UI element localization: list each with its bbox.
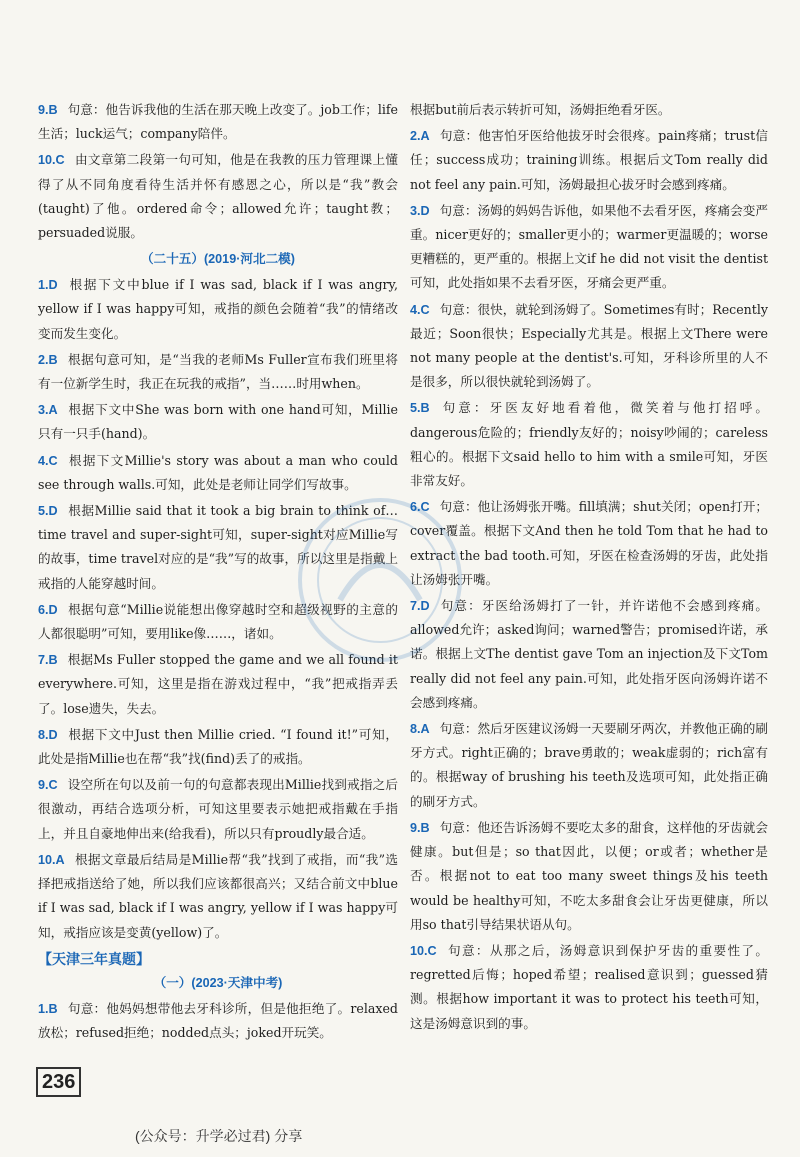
answer-number: 8.A — [410, 722, 430, 737]
right-column — [410, 98, 768, 1038]
answer-number: 9.C — [38, 778, 58, 793]
answer-explanation: 根据Ms Fuller stopped the game and we all found it everywhere.可知，这里是指在游戏过程中，“我”把戒指弄丢了。lose遗失，失去。 — [38, 652, 398, 716]
section-heading: （二十五）(2019·河北二模) — [141, 252, 295, 267]
answer-item — [410, 298, 768, 395]
answer-item — [410, 124, 768, 197]
answer-explanation: 根据下文中blue if I was sad, black if I was angry, yellow if I was happy可知，戒指的颜色会随着“我”的情绪改变而发生变化。 — [38, 277, 398, 341]
answer-number: 4.C — [38, 453, 58, 468]
answer-number: 7.B — [38, 653, 58, 668]
answer-item — [410, 594, 768, 715]
answer-explanation: 句意：然后牙医建议汤姆一天要刷牙两次，并教他正确的刷牙方式。right正确的；brave勇敢的；weak虚弱的；rich富有的。根据way of brushing his teeth及选项可知，此处指正确的刷牙方式。 — [410, 721, 768, 809]
answer-number: 10.A — [38, 852, 65, 867]
answer-explanation: 根据文章最后结局是Millie帮“我”找到了戒指，而“我”选择把戒指送给了她，所以我们应该都很高兴；又结合前文中blue if I was sad, black if I was angry, yellow if I was happy可知，戒指应该是变黄(yellow)了。 — [38, 851, 398, 940]
answer-explanation: 句意：牙医友好地看着他，微笑着与他打招呼。dangerous危险的；friendly友好的；noisy吵闹的；careless粗心的。根据下文said hello to him with a smile可知，牙医非常友好。 — [410, 400, 768, 489]
answer-explanation: 句意：他还告诉汤姆不要吃太多的甜食，这样他的牙齿就会健康。but但是；so that因此，以便；or或者；whether是否。根据not to eat too many sweet things及his teeth would be healthy可知，不吃太多甜食会让牙齿更健康，所以用so that引导结果状语从句。 — [410, 819, 768, 932]
answer-item — [38, 499, 398, 596]
answer-number: 10.C — [410, 943, 437, 958]
answer-number: 10.C — [38, 153, 65, 168]
answer-explanation: 根据句意“Millie说能想出像穿越时空和超级视野的主意的人都很聪明”可知，要用like像……，诸如。 — [38, 601, 398, 642]
answer-explanation: 根据下文中Just then Millie cried. “I found it!”可知，此处是指Millie也在帮“我”找(find)丢了的戒指。 — [38, 726, 398, 767]
answer-explanation: 根据Millie said that it took a big brain to think of… time travel and super-sight可知，super-sight对应Millie写的故事，time travel对应的是“我”写的故事，所以这里是指戴上戒指的人能穿越时间。 — [38, 503, 398, 591]
answer-explanation: 句意：汤姆的妈妈告诉他，如果他不去看牙医，疼痛会变严重。nicer更好的；smaller更小的；warmer更温暖的；worse更糟糕的，更严重的。根据上文if he did not visit the dentist可知，此处指如果不去看牙医，牙痛会更严重。 — [410, 202, 768, 291]
answer-item — [38, 449, 398, 497]
answer-item — [410, 939, 768, 1036]
answer-item — [38, 398, 398, 446]
answer-explanation: 句意：他让汤姆张开嘴。fill填满；shut关闭；open打开；cover覆盖。根据下文And then he told Tom that he had to extract the bad tooth.可知，牙医在检查汤姆的牙齿，此处指让汤姆张开嘴。 — [410, 499, 768, 587]
answer-explanation: 根据句意可知，是“当我的老师Ms Fuller宣布我们班里将有一位新学生时，我正在玩我的戒指”，当……时用when。 — [38, 351, 398, 392]
answer-number: 8.D — [38, 727, 58, 742]
answer-number: 7.D — [410, 599, 430, 614]
answer-explanation: 根据下文Millie's story was about a man who could see through walls.可知，此处是老师让同学们写故事。 — [38, 452, 398, 492]
answer-explanation: 句意：他妈妈想带他去牙科诊所，但是他拒绝了。relaxed放松；refused拒绝；nodded点头；joked开玩笑。 — [38, 1000, 398, 1040]
answer-number: 2.A — [410, 129, 430, 144]
answer-number: 6.C — [410, 500, 430, 515]
answer-item — [410, 199, 768, 296]
footer-credit: (公众号：升学必过君) 分享 — [135, 1128, 303, 1144]
answer-item — [38, 723, 398, 771]
answer-explanation: 由文章第二段第一句可知，他是在我教的压力管理课上懂得了从不同角度看待生活并怀有感恩之心，所以是“我”教会(taught)了他。ordered命令；allowed允许；taught教；persuaded说服。 — [38, 152, 398, 241]
answer-item — [410, 495, 768, 592]
answer-item — [38, 773, 398, 846]
answer-item — [38, 648, 398, 721]
answer-explanation: 句意：他告诉我他的生活在那天晚上改变了。job工作；life生活；luck运气；company陪伴。 — [38, 102, 398, 142]
answer-item — [410, 396, 768, 493]
page-number: 236 — [36, 1067, 81, 1097]
answer-number: 2.B — [38, 352, 58, 367]
answer-item — [38, 598, 398, 646]
answer-number: 9.B — [38, 103, 58, 117]
answer-number: 5.D — [38, 504, 58, 519]
answer-item — [38, 273, 398, 346]
answer-item — [410, 816, 768, 937]
answer-explanation: 句意：很快，就轮到汤姆了。Sometimes有时；Recently最近；Soon很快；Especially尤其是。根据上文There were not many people at the dentist's.可知，牙科诊所里的人不是很多，所以很快就轮到汤姆了。 — [410, 301, 768, 390]
answer-item — [410, 717, 768, 814]
answer-item — [38, 848, 398, 945]
answer-number: 1.D — [38, 278, 58, 293]
answer-explanation: 句意：从那之后，汤姆意识到保护牙齿的重要性了。regretted后悔；hoped希望；realised意识到；guessed猜测。根据how important it was to protect his teeth可知，这是汤姆意识到的事。 — [410, 942, 768, 1031]
answer-item — [38, 148, 398, 245]
answer-number: 1.B — [38, 1001, 58, 1016]
answer-explanation: 句意：牙医给汤姆打了一针，并许诺他不会感到疼痛。allowed允许；asked询问；warned警告；promised许诺，承诺。根据上文The dentist gave Tom an injection及下文Tom really did not feel any pain.可知，此处指牙医向汤姆许诺不会感到疼痛。 — [410, 598, 768, 710]
answer-number: 3.D — [410, 203, 430, 218]
answer-item — [38, 997, 398, 1045]
answer-continuation: 根据but前后表示转折可知，汤姆拒绝看牙医。 — [410, 102, 671, 117]
answer-explanation: 设空所在句以及前一句的句意都表现出Millie找到戒指之后很激动，再结合选项分析，可知这里要表示她把戒指戴在手指上，并且自豪地伸出来(给我看)，所以只有proudly最合适。 — [38, 777, 398, 841]
answer-explanation: 句意：他害怕牙医给他拔牙时会很疼。pain疼痛；trust信任；success成功；training训练。根据后文Tom really did not feel any pain.可知，汤姆最担心拔牙时会感到疼痛。 — [410, 128, 768, 192]
section-heading: （一）(2023·天津中考) — [153, 975, 283, 990]
answer-number: 4.C — [410, 302, 430, 317]
answer-item — [38, 98, 398, 146]
answer-number: 3.A — [38, 403, 58, 418]
answer-explanation: 根据下文中She was born with one hand可知，Millie只有一只手(hand)。 — [38, 402, 398, 442]
answer-item — [38, 348, 398, 396]
left-column — [38, 98, 398, 1047]
section-title: 【天津三年真题】 — [38, 950, 150, 967]
answer-number: 6.D — [38, 602, 58, 617]
answer-number: 9.B — [410, 820, 430, 835]
answer-number: 5.B — [410, 401, 430, 416]
